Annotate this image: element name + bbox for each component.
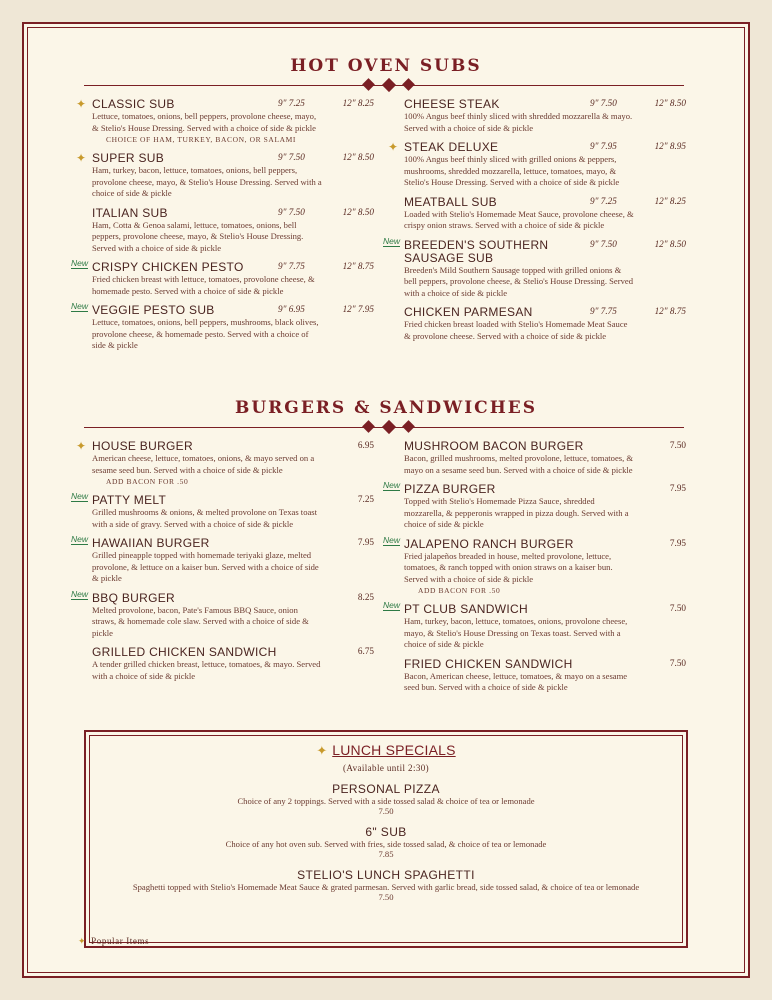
item-price-12in: 12" 8.25 bbox=[342, 98, 374, 108]
item-price: 7.95 bbox=[669, 537, 686, 548]
item-name: SUPER SUB bbox=[92, 151, 165, 165]
new-badge-icon: New bbox=[71, 491, 89, 501]
item-name: ITALIAN SUB bbox=[92, 205, 168, 220]
item-price-12in: 12" 8.50 bbox=[342, 152, 374, 162]
new-badge-icon: New bbox=[383, 480, 401, 490]
item-price-12in: 12" 8.25 bbox=[654, 195, 686, 206]
menu-item[interactable] bbox=[71, 588, 374, 640]
lunch-item-name: STELIO'S LUNCH SPAGHETTI bbox=[297, 868, 475, 882]
item-description: Bacon, American cheese, lettuce, tomatoes, & mayo on a sesame seed bun. Served with a choice of side & pickle bbox=[404, 670, 628, 692]
menu-item[interactable] bbox=[404, 98, 686, 134]
section-title-hot-oven-subs: HOT OVEN SUBS bbox=[290, 56, 482, 76]
popular-star-icon: ✦ bbox=[76, 151, 87, 165]
item-description: 100% Angus beef thinly sliced with shredded mozzarella & mayo. Served with a choice of side & pickle bbox=[404, 111, 633, 133]
hot-oven-left-column bbox=[71, 97, 374, 359]
lunch-item[interactable] bbox=[86, 825, 686, 859]
item-price-9in: 9" 7.95 bbox=[590, 141, 617, 151]
item-price: 7.95 bbox=[669, 483, 686, 493]
item-description: A tender grilled chicken breast, lettuce, tomatoes, & mayo. Served with a choice of side & pickle bbox=[92, 659, 321, 681]
legend bbox=[78, 936, 149, 947]
item-price-12in: 12" 8.50 bbox=[654, 98, 686, 108]
item-name: VEGGIE PESTO SUB bbox=[92, 303, 215, 317]
item-name: GRILLED CHICKEN SANDWICH bbox=[92, 645, 277, 659]
popular-star-icon: ✦ bbox=[316, 743, 328, 758]
item-price-9in: 9" 6.95 bbox=[278, 304, 305, 314]
item-price-9in: 9" 7.50 bbox=[590, 238, 617, 249]
menu-item[interactable] bbox=[383, 600, 686, 651]
item-name: PT CLUB SANDWICH bbox=[404, 602, 528, 616]
new-badge-icon: New bbox=[71, 258, 89, 268]
item-price: 7.50 bbox=[669, 657, 686, 668]
menu-item[interactable] bbox=[388, 140, 686, 189]
item-price: 7.25 bbox=[357, 494, 374, 504]
item-name: JALAPENO RANCH BURGER bbox=[404, 536, 574, 551]
item-description: 100% Angus beef thinly sliced with grilled onions & peppers, mushrooms, shredded mozzarella, lettuce, tomatoes, mayo, & Stelio's House Dressing. Served with a choice of side & pickle bbox=[404, 154, 620, 187]
new-badge-icon: New bbox=[383, 235, 401, 246]
item-addon: ADD BACON FOR .50 bbox=[106, 477, 189, 486]
new-badge-icon: New bbox=[383, 534, 401, 545]
item-price-12in: 12" 8.75 bbox=[654, 306, 686, 316]
lunch-item-price: 7.50 bbox=[378, 892, 394, 902]
item-price: 7.50 bbox=[669, 603, 686, 613]
menu-item[interactable] bbox=[404, 196, 686, 232]
hot-oven-right-column bbox=[383, 97, 686, 349]
popular-star-icon: ✦ bbox=[78, 936, 87, 946]
item-price: 6.95 bbox=[357, 440, 374, 450]
item-name: FRIED CHICKEN SANDWICH bbox=[404, 656, 573, 671]
menu-item[interactable] bbox=[76, 151, 374, 200]
item-price: 7.50 bbox=[669, 440, 686, 450]
menu-item[interactable] bbox=[92, 207, 374, 255]
item-description: Fried chicken breast loaded with Stelio's Homemade Meat Sauce & provolone cheese. Served with a choice of side & pickle bbox=[404, 319, 628, 341]
menu-item[interactable] bbox=[71, 491, 374, 530]
lunch-item-name: PERSONAL PIZZA bbox=[332, 782, 440, 796]
lunch-item-description: Choice of any 2 toppings. Served with a side tossed salad & choice of tea or lemonade bbox=[237, 796, 535, 806]
item-price-9in: 9" 7.75 bbox=[278, 261, 305, 271]
menu-page bbox=[22, 22, 750, 978]
item-description: Lettuce, tomatoes, onions, bell peppers, provolone cheese, mayo, & Stelio's House Dressing. Served with a choice of side & pickle bbox=[92, 111, 317, 133]
item-description: Melted provolone, bacon, Pate's Famous BBQ Sauce, onion straws, & homemade cole slaw. Served with a choice of side & pickle bbox=[92, 604, 309, 638]
item-price-12in: 12" 8.50 bbox=[654, 238, 686, 249]
lunch-item-price: 7.85 bbox=[378, 849, 394, 859]
popular-star-icon: ✦ bbox=[388, 140, 399, 154]
new-badge-icon: New bbox=[383, 600, 401, 610]
item-price-9in: 9" 7.50 bbox=[278, 152, 305, 162]
item-price-9in: 9" 7.75 bbox=[590, 306, 617, 316]
burgers-right-column bbox=[383, 439, 686, 701]
lunch-items-list bbox=[86, 782, 686, 902]
item-price: 8.25 bbox=[357, 591, 374, 602]
item-description: Ham, turkey, bacon, lettuce, tomatoes, onions, bell peppers, provolone cheese, mayo, & Stelio's House Dressing. Served with a choice of side & pickle bbox=[92, 165, 322, 198]
item-description: Lettuce, tomatoes, onions, bell peppers, mushrooms, black olives, provolone cheese, & homemade pesto. Served with a choice of side & pickle bbox=[92, 317, 319, 350]
item-price-12in: 12" 8.75 bbox=[342, 261, 374, 271]
item-price-12in: 12" 8.50 bbox=[342, 206, 374, 217]
burgers-left-column bbox=[71, 439, 374, 689]
new-badge-icon: New bbox=[71, 301, 89, 311]
menu-item[interactable] bbox=[404, 306, 686, 342]
menu-item[interactable] bbox=[71, 258, 374, 297]
item-price-12in: 12" 7.95 bbox=[342, 304, 374, 314]
item-name: STEAK DELUXE bbox=[404, 140, 499, 154]
menu-item[interactable] bbox=[383, 235, 686, 300]
item-description: Topped with Stelio's Homemade Pizza Sauce, shredded mozzarella, & pepperonis wrapped in pizza dough. Served with a choice of side & pickle bbox=[404, 496, 629, 529]
item-price-12in: 12" 8.95 bbox=[654, 141, 686, 151]
item-description: Breeden's Mild Southern Sausage topped with grilled onions & bell peppers, provolone cheese, & Stelio's House Dressing. Served with a choice of side & pickle bbox=[404, 264, 633, 298]
item-name: HAWAIIAN BURGER bbox=[92, 536, 210, 550]
item-name: PIZZA BURGER bbox=[404, 482, 496, 496]
item-name: CLASSIC SUB bbox=[92, 97, 175, 111]
item-name: CHEESE STEAK bbox=[404, 97, 500, 111]
lunch-title: LUNCH SPECIALS bbox=[332, 742, 456, 758]
menu-item[interactable] bbox=[71, 534, 374, 585]
lunch-availability: (Available until 2:30) bbox=[342, 763, 430, 773]
diamond-ornament-icon bbox=[362, 420, 414, 434]
item-price: 6.75 bbox=[357, 646, 374, 656]
item-addon: ADD BACON FOR .50 bbox=[418, 586, 501, 595]
lunch-item[interactable] bbox=[86, 782, 686, 816]
menu-item[interactable] bbox=[71, 301, 374, 352]
item-description: Grilled pineapple topped with homemade teriyaki glaze, melted provolone, & lettuce on a kaiser bun. Served with a choice of side & pickle bbox=[92, 550, 319, 583]
item-name: BREEDEN'S SOUTHERN SAUSAGE SUB bbox=[404, 237, 549, 265]
lunch-specials-box bbox=[84, 730, 688, 948]
new-badge-icon: New bbox=[71, 534, 89, 544]
item-price-9in: 9" 7.25 bbox=[590, 195, 617, 206]
menu-item[interactable] bbox=[76, 97, 374, 145]
item-price-9in: 9" 7.25 bbox=[278, 98, 305, 108]
item-addon: CHOICE OF HAM, TURKEY, BACON, OR SALAMI bbox=[106, 135, 297, 144]
item-name: CHICKEN PARMESAN bbox=[404, 305, 533, 319]
menu-item[interactable] bbox=[92, 646, 374, 682]
popular-star-icon: ✦ bbox=[76, 97, 87, 111]
item-description: Fried chicken breast with lettuce, tomatoes, provolone cheese, & homemade pesto. Served with a choice of side & pickle bbox=[92, 274, 315, 296]
item-name: MUSHROOM BACON BURGER bbox=[404, 439, 584, 453]
item-description: Loaded with Stelio's Homemade Meat Sauce, provolone cheese, & crispy onion straws. Served with a choice of side & pickle bbox=[404, 208, 634, 230]
lunch-item-name: 6" SUB bbox=[365, 825, 407, 839]
lunch-item-price: 7.50 bbox=[378, 806, 394, 816]
item-name: HOUSE BURGER bbox=[92, 439, 193, 453]
item-name: BBQ BURGER bbox=[92, 590, 176, 605]
popular-star-icon: ✦ bbox=[76, 439, 87, 453]
lunch-item[interactable] bbox=[86, 868, 686, 902]
item-price-9in: 9" 7.50 bbox=[278, 206, 305, 217]
item-name: PATTY MELT bbox=[92, 493, 167, 507]
item-description: Fried jalapeños breaded in house, melted provolone, lettuce, tomatoes, & ranch topped with onion straws on a kaiser bun. Served with a choice of side & pickle bbox=[404, 550, 613, 584]
menu-item[interactable] bbox=[383, 534, 686, 597]
new-badge-icon: New bbox=[71, 588, 89, 599]
item-description: Ham, Cotta & Genoa salami, lettuce, tomatoes, onions, bell peppers, provolone cheese, mayo, & Stelio's House Dressing. Served with a choice of side & pickle bbox=[92, 219, 304, 253]
item-description: Bacon, grilled mushrooms, melted provolone, lettuce, tomatoes, & mayo on a sesame seed bun. Served with a choice of side & pickle bbox=[404, 453, 634, 475]
menu-item[interactable] bbox=[404, 658, 686, 694]
item-price: 7.95 bbox=[357, 537, 374, 547]
diamond-ornament-icon bbox=[362, 78, 414, 92]
menu-item[interactable] bbox=[383, 480, 686, 531]
section-title-burgers: BURGERS & SANDWICHES bbox=[234, 398, 537, 418]
lunch-item-description: Spaghetti topped with Stelio's Homemade Meat Sauce & grated parmesan. Served with garlic bread, side tossed salad, & choice of tea or lemonade bbox=[132, 882, 640, 892]
lunch-item-description: Choice of any hot oven sub. Served with fries, side tossed salad, & choice of tea or lemonade bbox=[225, 839, 547, 849]
item-name: CRISPY CHICKEN PESTO bbox=[92, 260, 244, 274]
legend-label: Popular Items bbox=[91, 936, 150, 946]
menu-item[interactable] bbox=[404, 440, 686, 476]
item-description: Grilled mushrooms & onions, & melted provolone on Texas toast with a side of gravy. Served with a choice of side & pickle bbox=[92, 507, 318, 529]
item-name: MEATBALL SUB bbox=[404, 194, 497, 209]
item-description: American cheese, lettuce, tomatoes, onions, & mayo served on a sesame seed bun. Served with a choice of side & pickle bbox=[92, 453, 315, 475]
item-description: Ham, turkey, bacon, lettuce, tomatoes, onions, provolone cheese, mayo, & Stelio's House Dressing on Texas toast. Served with a choice of side & pickle bbox=[404, 616, 628, 649]
menu-item[interactable] bbox=[76, 439, 374, 487]
item-price-9in: 9" 7.50 bbox=[590, 98, 617, 108]
